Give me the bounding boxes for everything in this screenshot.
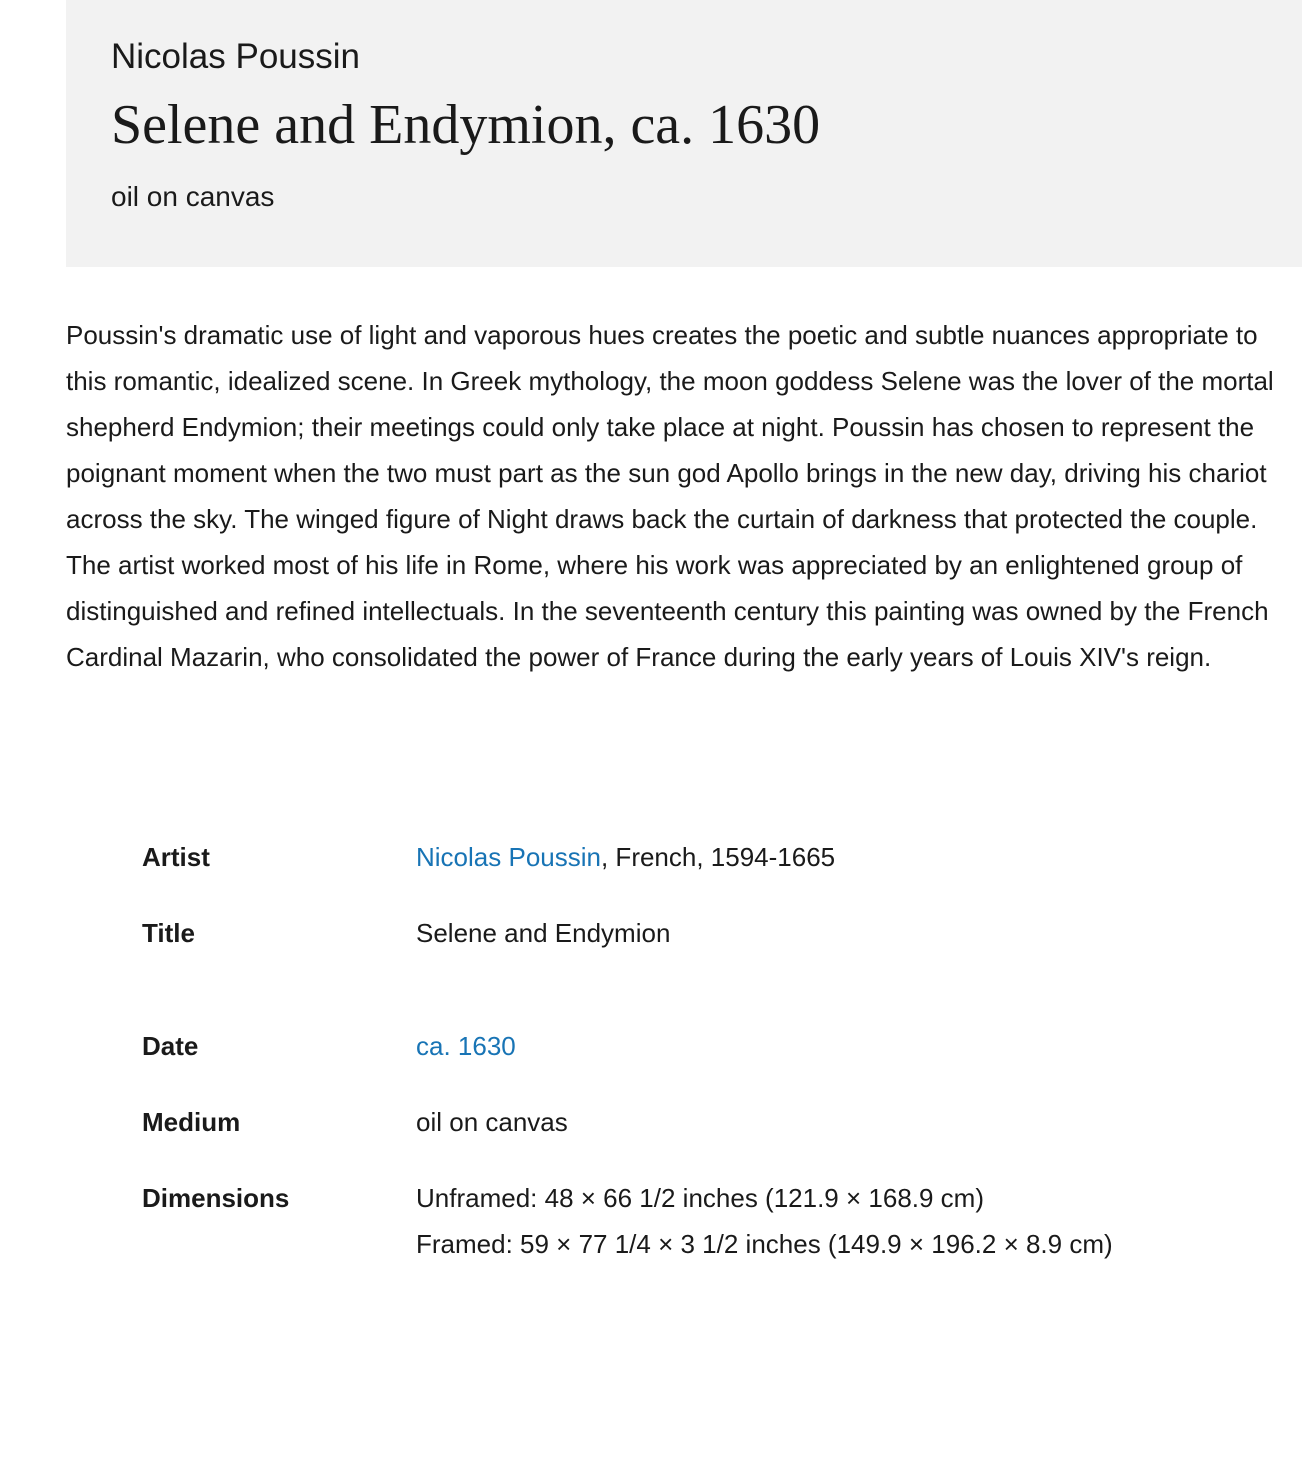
detail-value-medium: oil on canvas: [416, 1107, 568, 1137]
header-artist-name: Nicolas Poussin: [111, 37, 360, 76]
artist-info-text: , French, 1594-1665: [600, 842, 836, 872]
description-paragraph-2: The artist worked most of his life in Rome, where his work was appreciated by an enlightened group of distinguished and refined intellectuals. In the seventeenth century this painting was owned by the French Cardinal Mazarin, who consolidated the power of France during the early years of Louis XIV's reign.: [66, 550, 1269, 672]
date-link[interactable]: ca. 1630: [416, 1031, 516, 1061]
detail-label-artist: Artist: [142, 842, 210, 872]
detail-label-date: Date: [142, 1031, 199, 1061]
detail-value-date: [416, 1023, 516, 1069]
detail-label-title: Title: [142, 918, 195, 948]
detail-label-medium: Medium: [142, 1107, 241, 1137]
detail-label-dimensions: Dimensions: [142, 1183, 290, 1213]
header-medium: oil on canvas: [111, 181, 275, 212]
artwork-header: [66, 0, 1302, 267]
detail-value-dimensions-framed: Framed: 59 × 77 1/4 × 3 1/2 inches (149.9 × 196.2 × 8.9 cm): [416, 1229, 1113, 1259]
artist-link[interactable]: Nicolas Poussin: [416, 842, 601, 872]
artwork-title: Selene and Endymion, ca. 1630: [111, 94, 821, 156]
detail-value-dimensions-unframed: Unframed: 48 × 66 1/2 inches (121.9 × 168.9 cm): [416, 1183, 985, 1213]
detail-value-artist: [416, 834, 835, 880]
description-paragraph-1: Poussin's dramatic use of light and vaporous hues creates the poetic and subtle nuances appropriate to this romantic, idealized scene. In Greek mythology, the moon goddess Selene was the lover of the mortal shepherd Endymion; their meetings could only take place at night. Poussin has chosen to represent the poignant moment when the two must part as the sun god Apollo brings in the new day, driving his chariot across the sky. The winged figure of Night draws back the curtain of darkness that protected the couple.: [66, 320, 1274, 534]
detail-value-title: Selene and Endymion: [416, 918, 671, 948]
artwork-description: [66, 312, 1276, 680]
